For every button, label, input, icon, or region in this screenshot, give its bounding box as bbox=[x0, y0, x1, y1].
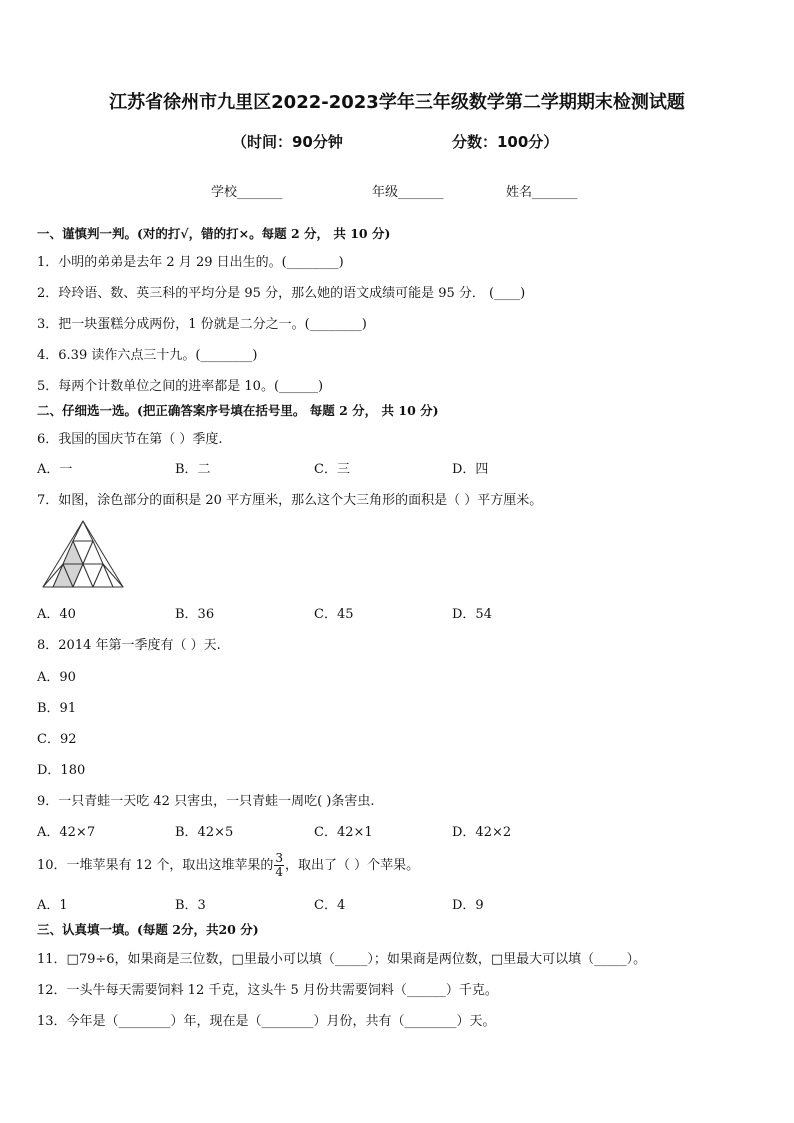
fraction-denominator: 4 bbox=[275, 865, 283, 879]
question-11: 11．□79÷6，如果商是三位数，□里最小可以填（_____）；如果商是两位数，□里最大可以填（_____）。 bbox=[37, 952, 647, 967]
fraction-numerator: 3 bbox=[275, 851, 283, 865]
q9-option-d: D．42×2 bbox=[452, 825, 512, 840]
q7-option-a: A．40 bbox=[37, 607, 76, 622]
section-2-heading: 二、仔细选一选。(把正确答案序号填在括号里。 每题 2 分， 共 10 分) bbox=[37, 403, 439, 418]
page-title: 江苏省徐州市九里区2022-2023学年三年级数学第二学期期末检测试题 bbox=[109, 92, 685, 113]
q9-option-b: B．42×5 bbox=[175, 825, 234, 840]
q10-option-a: A．1 bbox=[37, 898, 68, 913]
question-1: 1．小明的弟弟是去年 2 月 29 日出生的。(________) bbox=[37, 255, 344, 270]
question-3: 3．把一块蛋糕分成两份，1 份就是二分之一。(________) bbox=[37, 317, 367, 332]
q7-option-b: B．36 bbox=[175, 607, 215, 622]
q9-option-a: A．42×7 bbox=[37, 825, 96, 840]
name-field: 姓名_______ bbox=[506, 185, 578, 200]
question-4: 4．6.39 读作六点三十九。(________) bbox=[37, 348, 258, 363]
question-10 bbox=[37, 848, 419, 884]
question-13: 13．今年是（________）年，现在是（________）月份，共有（________）天。 bbox=[37, 1014, 496, 1029]
q7-option-c: C．45 bbox=[314, 607, 354, 622]
exam-score: 分数：100分） bbox=[452, 133, 559, 151]
section-1-heading: 一、谨慎判一判。(对的打√，错的打×。每题 2 分， 共 10 分) bbox=[37, 226, 391, 241]
q8-option-b: B．91 bbox=[37, 701, 77, 716]
small-triangle bbox=[73, 521, 93, 541]
grade-field: 年级_______ bbox=[372, 185, 444, 200]
q8-option-d: D．180 bbox=[37, 763, 86, 778]
question-12: 12．一头牛每天需要饲料 12 千克，这头牛 5 月份共需要饲料（______）千克。 bbox=[37, 983, 498, 998]
q10-text-after: ，取出了（ ）个苹果。 bbox=[285, 858, 420, 873]
question-5: 5．每两个计数单位之间的进率都是 10。(______) bbox=[37, 379, 324, 394]
fraction-three-quarters bbox=[274, 852, 284, 879]
question-7: 7．如图，涂色部分的面积是 20 平方厘米，那么这个大三角形的面积是（ ）平方厘米。 bbox=[37, 493, 543, 508]
triangle-figure bbox=[40, 518, 126, 590]
question-2: 2．玲玲语、数、英三科的平均分是 95 分，那么她的语文成绩可能是 95 分． (____) bbox=[37, 286, 526, 301]
question-6: 6．我国的国庆节在第（ ）季度. bbox=[37, 432, 223, 447]
q7-option-d: D．54 bbox=[452, 607, 492, 622]
q6-option-d: D．四 bbox=[452, 462, 489, 477]
q8-option-c: C．92 bbox=[37, 732, 77, 747]
question-8: 8．2014 年第一季度有（ ）天. bbox=[37, 638, 221, 653]
q8-option-a: A．90 bbox=[37, 670, 76, 685]
q10-text-before: 10．一堆苹果有 12 个，取出这堆苹果的 bbox=[37, 858, 274, 873]
q6-option-c: C．三 bbox=[314, 462, 350, 477]
question-9: 9．一只青蛙一天吃 42 只害虫，一只青蛙一周吃( )条害虫. bbox=[37, 794, 375, 809]
q6-option-b: B．二 bbox=[175, 462, 211, 477]
q10-option-d: D．9 bbox=[452, 898, 484, 913]
exam-time: （时间：90分钟 bbox=[232, 133, 343, 151]
q9-option-c: C．42×1 bbox=[314, 825, 373, 840]
school-field: 学校_______ bbox=[211, 185, 283, 200]
q6-option-a: A．一 bbox=[37, 462, 73, 477]
section-3-heading: 三、认真填一填。(每题 2分，共20 分) bbox=[37, 922, 259, 937]
q10-option-b: B．3 bbox=[175, 898, 206, 913]
q10-option-c: C．4 bbox=[314, 898, 346, 913]
